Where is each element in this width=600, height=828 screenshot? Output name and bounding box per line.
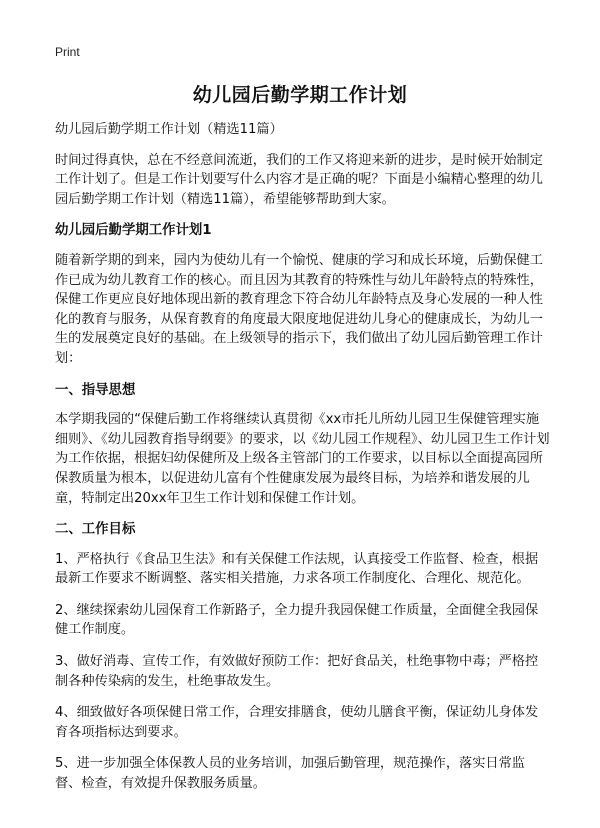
section1-paragraph: 本学期我园的“保健后勤工作将继续认真贯彻《xx市托儿所幼儿园卫生保健管理实施细则》、《幼儿园教育指导纲要》的要求，以《幼儿园工作规程》、幼儿园卫生工作计划为工作依据，根据妇幼保健所及上级各主管部门的工作要求，以目标以全面提高园所保教质量为根本，以促进幼儿富有个性健康发展为最终目标，为培养和谐发展的儿童，特制定出20xx年卫生工作计划和保健工作计划。 [55,412,550,506]
goal-item-5: 5、进一步加强全体保教人员的业务培训，加强后勤管理，规范操作，落实日常监督、检查，有效提升保教服务质量。 [55,756,525,792]
plan1-heading: 幼儿园后勤学期工作计划1 [55,223,212,239]
document-body [55,120,550,806]
plan1-paragraph: 随着新学期的到来，园内为使幼儿有一个愉悦、健康的学习和成长环境，后勤保健工作已成为幼儿教育工作的核心。而且因为其教育的特殊性与幼儿年龄特点的特殊性，保健工作更应良好地体现出新的教育理念下符合幼儿年龄特点及身心发展的一种人性化的教育与服务，从保育教育的角度最大限度地促进幼儿身心的健康成长，为幼儿一生的发展奠定良好的基础。在上级领导的指示下，我们做出了幼儿园后勤管理工作计划： [55,252,543,366]
section2-heading: 二、工作目标 [55,522,136,538]
goal-item-4: 4、细致做好各项保健日常工作，合理安排膳食，使幼儿膳食平衡，保证幼儿身体发育各项指标达到要求。 [55,705,539,740]
goal-item-3: 3、做好消毒、宣传工作，有效做好预防工作：把好食品关，杜绝事物中毒；严格控制各种传染病的发生，杜绝事故发生。 [55,654,539,689]
print-label: Print [55,45,80,59]
section1-heading: 一、指导思想 [55,382,136,398]
intro-paragraph: 时间过得真快，总在不经意间流逝，我们的工作又将迎来新的进步，是时候开始制定工作计划了。但是工作计划要写什么内容才是正确的呢？下面是小编精心整理的幼儿园后勤学期工作计划（精选11篇），希望能够帮助到大家。 [55,152,543,207]
document-subtitle: 幼儿园后勤学期工作计划（精选11篇） [55,122,283,137]
goal-item-1: 1、严格执行《食品卫生法》和有关保健工作法规，认真接受工作监督、检查，根据最新工作要求不断调整、落实相关措施，力求各项工作制度化、合理化、规范化。 [55,551,539,587]
page-title: 幼儿园后勤学期工作计划 [192,84,408,106]
goal-item-2: 2、继续探索幼儿园保育工作新路子，全力提升我园保健工作质量，全面健全我园保健工作制度。 [55,602,539,638]
